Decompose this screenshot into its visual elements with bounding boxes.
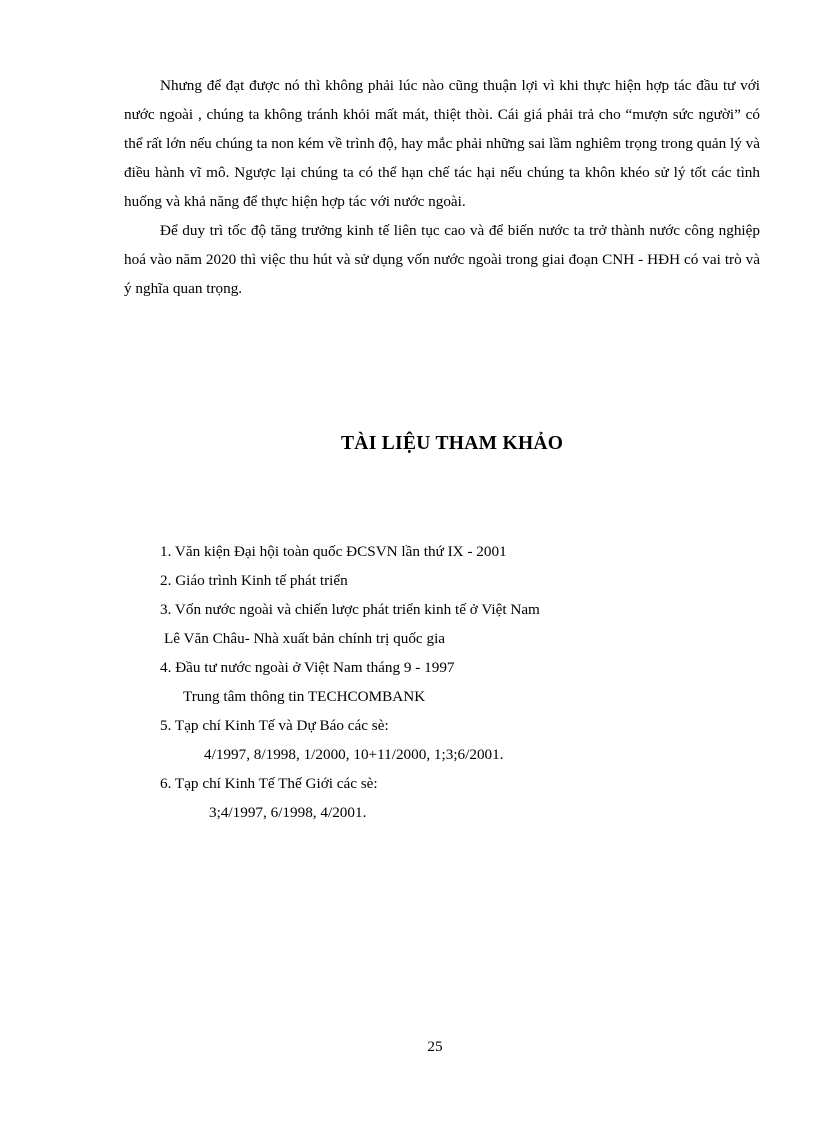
paragraph-1 [124, 71, 760, 216]
reference-item-4: 4. Đầu tư nước ngoài ở Việt Nam tháng 9 - 1997 [160, 659, 455, 676]
reference-item-6: 6. Tạp chí Kinh Tế Thế Giới các sè: [160, 775, 378, 792]
reference-item-4-detail: Trung tâm thông tin TECHCOMBANK [183, 688, 426, 705]
paragraph-2-text: Để duy trì tốc độ tăng trưởng kinh tế liên tục cao và để biến nước ta trở thành nước công nghiệp hoá vào năm 2020 thì việc thu hút và sử dụng vốn nước ngoài trong giai đoạn CNH - HĐH có vai trò và ý nghĩa quan trọng. [124, 222, 760, 297]
references-list [160, 537, 720, 827]
paragraph-1-text: Nhưng để đạt được nó thì không phải lúc nào cũng thuận lợi vì khi thực hiện hợp tác đầu tư với nước ngoài , chúng ta không tránh khỏi mất mát, thiệt thòi. Cái giá phải trả cho “mượn sức người” có thể rất lớn nếu chúng ta non kém về trình độ, hay mắc phải những sai lầm nghiêm trọng trong quản lý và điều hành vĩ mô. Ngược lại chúng ta có thể hạn chế tác hại nếu chúng ta khôn khéo sử lý tốt các tình huống và khả năng để thực hiện hợp tác với nước ngoài. [124, 77, 760, 210]
reference-item-3: 3. Vốn nước ngoài và chiến lược phát triển kinh tế ở Việt Nam [160, 601, 540, 618]
paragraph-2 [124, 216, 760, 303]
reference-item-6-detail: 3;4/1997, 6/1998, 4/2001. [209, 804, 367, 821]
references-title: TÀI LIỆU THAM KHẢO [341, 433, 564, 454]
reference-item-5: 5. Tạp chí Kinh Tế và Dự Báo các sè: [160, 717, 389, 734]
page-number: 25 [427, 1038, 443, 1055]
reference-item-5-detail: 4/1997, 8/1998, 1/2000, 10+11/2000, 1;3;6/2001. [204, 746, 504, 763]
body-text [124, 71, 760, 303]
reference-item-3-detail: Lê Văn Châu- Nhà xuất bản chính trị quốc gia [164, 630, 446, 647]
reference-item-1: 1. Văn kiện Đại hội toàn quốc ĐCSVN lần thứ IX - 2001 [160, 543, 507, 560]
reference-item-2: 2. Giáo trình Kinh tế phát triển [160, 572, 348, 589]
